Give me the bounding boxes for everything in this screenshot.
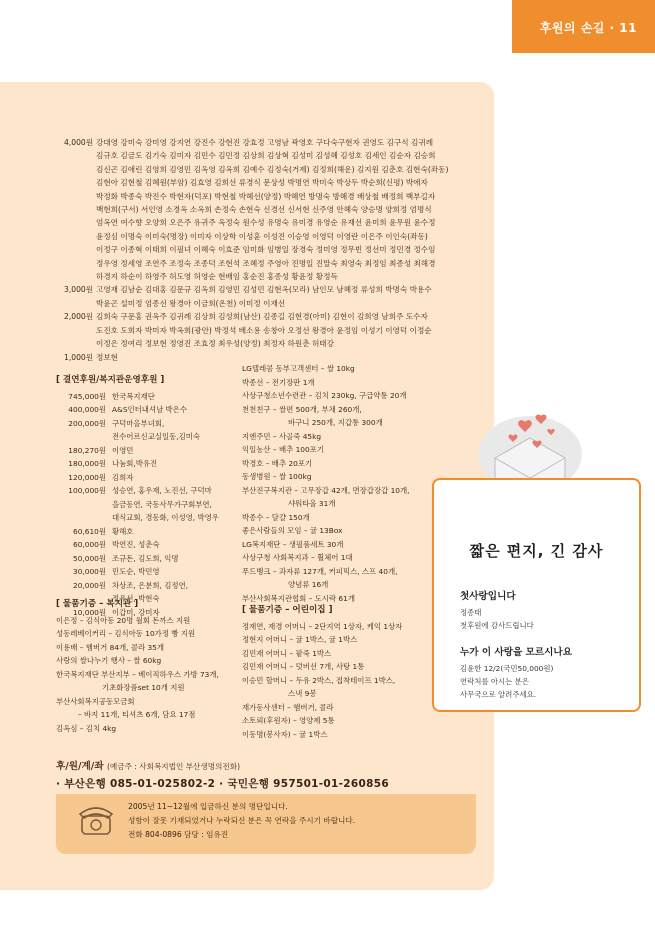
support-names <box>112 457 236 471</box>
account-title: 후/원/계/좌 <box>56 761 104 772</box>
donor-line: 김현아 김현철 김혜원(부암) 김효영 김희선 류경식 문상성 박명연 박미숙 박상두 박순희(신평) 박애자 <box>96 178 428 188</box>
goods-mid-line: 박경호 – 배추 20포기 <box>242 458 313 468</box>
goods-welfare-line: 사랑의 쌀나누기 행사 – 쌀 60kg <box>56 656 162 665</box>
support-name-line: A&S인터내셔날 박은수 <box>112 405 187 414</box>
donor-line: 도진호 도희자 박미자 박옥희(광안) 박정석 배소용 송창아 오정선 왕경아 윤정임 이성기 이영덕 이정순 <box>96 325 432 335</box>
goods-child-title: [ 물품기증 – 어린이집 ] <box>242 605 333 615</box>
support-amount: 60,610원 <box>73 526 106 536</box>
goods-welfare-line: 김옥심 – 김치 4kg <box>56 723 117 733</box>
donor-amount: 3,000원 <box>64 285 94 295</box>
support-name-line: 대식교회, 경동화, 이성영, 박영우 <box>112 513 219 522</box>
support-name-line: 박연진, 성춘숙 <box>112 540 160 549</box>
goods-child-line: 정현지 어머니 – 귤 1박스, 귤 1박스 <box>242 635 358 644</box>
goods-welfare-line: – 바지 11개, 티셔츠 6개, 담요 17점 <box>78 710 196 719</box>
support-row <box>56 552 236 566</box>
bank-accounts: · 부산은행 085-01-025802-2 · 국민은행 957501-01-260856 <box>56 778 389 790</box>
support-row <box>56 471 236 485</box>
goods-welfare-line: 성동레베이커리 – 김식아동 10가정 빵 지원 <box>56 629 196 638</box>
donor-line: 백현희(구서) 서인영 소경옥 소옥희 손정숙 손현숙 신경선 신서현 신주영 안혜숙 양승명 양희정 엄명식 <box>96 205 432 215</box>
goods-mid-line: LG텔레콤 동부고객센터 – 쌀 10kg <box>242 364 355 373</box>
goods-mid-line: 부산진구복지관 – 고무장갑 42개, 면장갑장갑 10개, <box>242 485 410 495</box>
support-amount: 400,000원 <box>68 405 106 414</box>
goods-mid-line: 박종수 – 달걀 150개 <box>242 512 310 522</box>
donor-names <box>96 310 484 350</box>
page-tab-label: 후원의 손길 · 11 <box>539 21 637 35</box>
support-names <box>112 444 236 458</box>
goods-mid-line: 좋은사람들의 모임 – 귤 13Box <box>242 526 343 535</box>
support-row <box>56 417 236 444</box>
support-name-line: 구덕마을부녀회, <box>112 418 165 428</box>
goods-mid-line: 양념류 16개 <box>288 580 329 589</box>
donor-line: 엄옥연 여수향 오양희 오은주 유귀주 옥정숙 원수성 유명숙 유미경 유영순 유재선 윤미희 윤무원 윤수정 <box>96 218 436 228</box>
donor-names <box>96 283 484 310</box>
support-name-line: 민도순, 박민영 <box>112 567 160 576</box>
goods-mid-line: 천천친구 – 쌀편 500개, 부채 260개, <box>242 404 362 414</box>
card-block-1 <box>460 588 630 632</box>
support-names <box>112 484 236 525</box>
goods-welfare-line: 이용배 – 햄버거 84개, 콜라 35개 <box>56 642 164 652</box>
card-block-1-line: 첫후원에 감사드립니다 <box>460 621 534 630</box>
support-name-line: 한국복지재단 <box>112 391 155 401</box>
support-name-line: 황해호 <box>112 526 134 536</box>
donor-amount: 4,000원 <box>64 138 94 147</box>
support-name-line: 성승연, 홍우재, 노진선, 구덕마 <box>112 486 212 495</box>
donor-line: 강대영 강미숙 강미영 강지연 강진수 강현진 강효정 고영남 곽영호 구다숙구현자 권영도 김구식 김귀례 <box>96 138 434 147</box>
support-row <box>56 403 236 417</box>
support-amount: 200,000원 <box>68 418 106 428</box>
support-names <box>112 403 236 417</box>
card-block-2-line: 연락처를 아시는 분은 <box>460 677 529 686</box>
goods-mid-line: 지엔주민 – 사골죽 45kg <box>242 431 322 441</box>
contact-line: 전화 804-0896 담당 : 임유진 <box>128 830 229 839</box>
support-amount: 50,000원 <box>73 553 106 563</box>
donor-group <box>64 136 484 283</box>
goods-welfare-section <box>56 598 246 735</box>
support-name-line: 정유선, 박현숙 <box>112 594 160 603</box>
goods-child-line: 이승민 할머니 – 두유 2박스, 접착테이프 1박스, <box>242 675 396 685</box>
donor-line: 정우영 정세영 조연주 조정숙 조종덕 조현석 조혜정 주영아 진명일 진말숙 최영숙 최정임 최종성 최해경 <box>96 258 436 268</box>
donor-line: 이정구 이종혁 이태희 이필녀 이혜숙 이효준 임미화 임병일 장경숙 정미영 정무빈 정선미 정민경 정수임 <box>96 245 436 255</box>
goods-mid-line: 샤워타올 31개 <box>288 499 336 508</box>
goods-mid-line: 푸드뱅크 – 과자류 127개, 커피믹스, 스프 40개, <box>242 566 398 576</box>
support-name-line: 김희자 <box>112 472 134 482</box>
support-row <box>56 565 236 579</box>
goods-child-line: 정재연, 재경 어머니 – 2단지역 1상자, 케익 1상자 <box>242 621 403 631</box>
support-amount: 180,000원 <box>68 459 106 468</box>
support-amount: 745,000원 <box>68 391 106 401</box>
account-heading <box>56 758 476 772</box>
phone-icon <box>76 800 116 840</box>
goods-welfare-line: 부산사회복지공동모금회 <box>56 696 135 706</box>
donor-group <box>64 310 484 350</box>
support-amount: 30,000원 <box>73 567 106 576</box>
card-block-1-heading: 첫사랑입니다 <box>460 591 516 602</box>
support-names <box>112 471 236 485</box>
support-row <box>56 538 236 552</box>
donor-line: 하경지 하순이 하영주 허도영 허영순 현배임 홍순진 홍종성 황윤정 황정득 <box>96 272 338 282</box>
goods-child-line: 이동명(봉사자) – 귤 1박스 <box>242 729 328 739</box>
support-amount: 180,270원 <box>68 445 106 455</box>
support-name-line: 나눔회,박유진 <box>112 459 158 468</box>
donor-line: 박윤곤 설미정 엄종선 왕경아 이금희(온천) 이미정 이재선 <box>96 298 286 308</box>
donor-group <box>64 283 484 310</box>
support-names <box>112 538 236 552</box>
donor-amount: 1,000원 <box>64 352 94 362</box>
donor-line: 박정화 박종숙 박진수 박현자(덕포) 박현철 박혜선(양정) 박혜연 방명숙 방혜경 배상철 배정희 백부길자 <box>96 191 436 201</box>
support-amount: 20,000원 <box>73 580 106 590</box>
goods-welfare-title: [ 물품기증 – 복지관 ] <box>56 599 139 609</box>
goods-mid-line: 사상구청소년수련관 – 김치 230kg, 구급약통 20개 <box>242 391 407 400</box>
support-names <box>112 525 236 539</box>
notice-box <box>56 794 476 854</box>
goods-mid-line: 사상구청 사회복지과 – 휠체어 1대 <box>242 553 353 562</box>
donor-amount: 2,000원 <box>64 312 94 322</box>
support-names <box>112 390 236 404</box>
goods-welfare-line: 이은정 – 김식아동 20명 월회 돈까스 지원 <box>56 615 191 625</box>
donor-line: 이정은 정여리 정보현 정영진 조효정 최우성(양정) 최정자 하원춘 허태강 <box>96 339 334 349</box>
goods-mid-line: 바구니 250개, 지갑통 300개 <box>288 418 383 427</box>
card-block-2 <box>460 644 630 701</box>
goods-child-line: 소토뢰(후원자) – 영양제 5통 <box>242 716 335 725</box>
goods-child-line: 재가동사센터 – 햄버거, 콜라 <box>242 702 334 712</box>
goods-mid-line: 부산사회복지관협회 – 도시락 61개 <box>242 593 355 603</box>
support-names <box>112 417 236 444</box>
donor-line: 고영재 김남순 김대홍 김문규 김옥희 김영민 김성민 김현옥(모라) 남인모 남혜정 류성희 박명숙 박용수 <box>96 285 432 295</box>
card-block-2-line: 사무국으로 알려주세요. <box>460 690 537 699</box>
footer-account <box>56 758 476 866</box>
support-row <box>56 390 236 404</box>
donor-list <box>64 136 484 364</box>
support-name-line: 을금동연, 국동사무가구회부연, <box>112 499 212 509</box>
support-amount: 120,000원 <box>68 472 106 482</box>
goods-child-line: 김민재 어머니 – 팥죽 1박스 <box>242 648 332 658</box>
support-names <box>112 552 236 566</box>
card-block-2-line: 김윤한 12/2(국민50,000원) <box>460 664 554 673</box>
support-name-line: 차상조, 은분희, 김정연, <box>112 580 189 590</box>
donor-line: 정보현 <box>96 352 119 362</box>
support-row <box>56 444 236 458</box>
support-row <box>56 457 236 471</box>
account-holder: (예금주 : 사회복지법인 부산생명의전화) <box>106 762 241 771</box>
support-title: [ 결연후원/복지관운영후원 ] <box>56 375 165 385</box>
goods-child-line: 김민재 어머니 – 덧버선 7개, 사탕 1통 <box>242 662 365 671</box>
goods-mid-line: 박종선 – 전기장판 1개 <box>242 377 315 387</box>
notice-text <box>128 800 355 842</box>
support-names <box>112 565 236 579</box>
goods-welfare-line: 기초화장품set 10개 지원 <box>102 683 185 692</box>
card-title: 짧은 편지, 긴 감사 <box>469 542 604 560</box>
goods-mid-line: 익일농산 – 배추 100포기 <box>242 445 324 454</box>
donor-line: 김규호 김금도 김기숙 김미자 김민수 김민정 김상희 김상혁 김성미 김성혜 김성호 김세인 김순자 김승희 <box>96 151 436 161</box>
donor-line: 김희숙 구문홍 권옥주 김귀례 김상희 김성희(남산) 김종길 김현경(아미) 김현이 김희영 남희주 도수자 <box>96 312 428 322</box>
donor-line: 윤정심 이명숙 이미숙(명장) 이미자 이상학 이성훈 이성진 이승영 이영덕 이영란 이은주 이인숙(좌동) <box>96 231 428 241</box>
support-amount: 60,000원 <box>73 540 106 549</box>
donor-names <box>96 136 484 283</box>
goods-mid-line: LG복지재단 – 생필품세트 30개 <box>242 539 344 549</box>
goods-mid-line: 동생병원 – 쌀 100kg <box>242 472 312 481</box>
support-name-line: 이갑미, 강미자 <box>112 607 160 617</box>
support-amount: 10,000원 <box>73 607 106 617</box>
notice-line-2: 성함이 잘못 기재되었거나 누락되신 분은 꼭 연락을 주시기 바랍니다. <box>128 816 356 825</box>
support-name-line: 이영민 <box>112 445 134 455</box>
goods-welfare-line: 한국복지재단 부산지부 – 베이직하우스 가방 73개, <box>56 669 219 679</box>
support-section <box>56 374 236 619</box>
card-block-1-line: 정종태 <box>460 608 482 617</box>
support-name-line: 조규돈, 김도희, 익명 <box>112 553 179 563</box>
support-row <box>56 525 236 539</box>
goods-child-line: 스낵 9봉 <box>288 689 317 698</box>
card-block-2-heading: 누가 이 사랑을 모르시나요 <box>460 647 572 658</box>
page-tab <box>512 0 655 53</box>
notice-line-1: 2005년 11~12월에 입금하신 분의 명단입니다. <box>128 802 288 811</box>
support-name-line: 전수어르신교실일동,김미숙 <box>112 432 201 441</box>
support-amount: 100,000원 <box>68 486 106 495</box>
donor-line: 김신곤 김애린 김영희 김영민 김옥영 김옥희 김예수 김정숙(거제) 김정희(해운) 김지원 김춘호 김현숙(좌동) <box>96 164 449 174</box>
thanks-card <box>432 478 641 712</box>
support-row <box>56 484 236 525</box>
